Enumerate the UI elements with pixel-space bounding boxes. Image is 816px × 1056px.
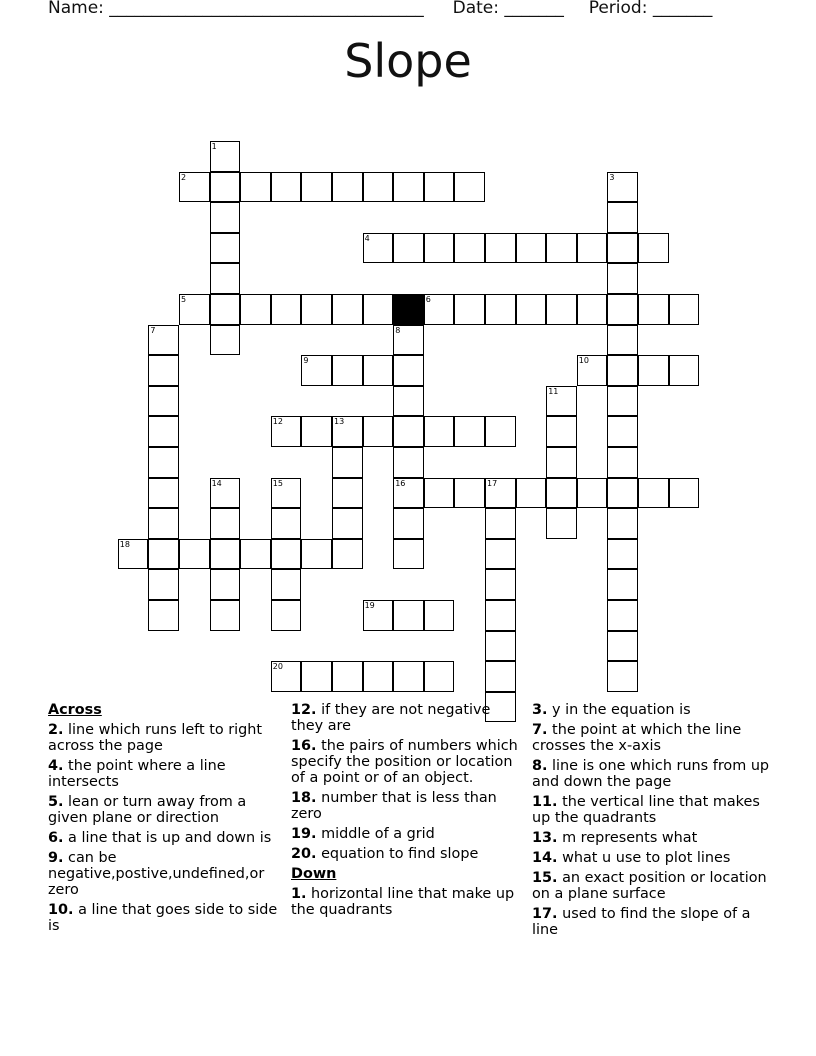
crossword-cell[interactable] bbox=[607, 569, 638, 600]
crossword-cell[interactable] bbox=[210, 600, 241, 631]
crossword-cell[interactable] bbox=[301, 172, 332, 203]
crossword-cell[interactable] bbox=[516, 478, 547, 509]
crossword-cell[interactable] bbox=[271, 661, 302, 692]
crossword-cell[interactable] bbox=[179, 539, 210, 570]
clue-text: number that is less than zero bbox=[291, 790, 497, 822]
crossword-cell[interactable] bbox=[607, 202, 638, 233]
crossword-cell[interactable] bbox=[669, 478, 700, 509]
crossword-cell[interactable] bbox=[148, 447, 179, 478]
clue-item bbox=[291, 846, 523, 862]
crossword-cell[interactable] bbox=[393, 600, 424, 631]
clue-text: the point at which the line crosses the x-axis bbox=[532, 722, 742, 754]
crossword-cell[interactable] bbox=[485, 416, 516, 447]
clue-number-label: 17. bbox=[532, 906, 558, 922]
crossword-cell[interactable] bbox=[393, 539, 424, 570]
crossword-cell[interactable] bbox=[424, 600, 455, 631]
clue-text: used to find the slope of a line bbox=[532, 906, 751, 938]
clue-number-label: 10. bbox=[48, 902, 74, 918]
clue-text: if they are not negative they are bbox=[291, 702, 491, 734]
crossword-cell[interactable] bbox=[210, 233, 241, 264]
clue-number-label: 5. bbox=[48, 794, 64, 810]
crossword-cell[interactable] bbox=[546, 508, 577, 539]
crossword-cell[interactable] bbox=[148, 539, 179, 570]
across-heading: Across bbox=[48, 702, 102, 718]
crossword-cell[interactable] bbox=[485, 600, 516, 631]
crossword-cell[interactable] bbox=[485, 661, 516, 692]
crossword-cell[interactable] bbox=[546, 233, 577, 264]
crossword-cell[interactable] bbox=[271, 539, 302, 570]
clue-text: what u use to plot lines bbox=[557, 850, 731, 866]
period-field[interactable]: Period: _______ bbox=[588, 0, 713, 18]
clue-number-label: 2. bbox=[48, 722, 64, 738]
clue-item bbox=[532, 758, 772, 790]
clue-item bbox=[532, 906, 772, 938]
clue-number-label: 1. bbox=[291, 886, 307, 902]
clue-number: 1 bbox=[211, 142, 217, 151]
clue-number-label: 4. bbox=[48, 758, 64, 774]
crossword-cell[interactable] bbox=[332, 355, 363, 386]
crossword-cell[interactable] bbox=[638, 478, 669, 509]
clue-number: 18 bbox=[119, 539, 130, 549]
crossword-cell[interactable] bbox=[148, 416, 179, 447]
clue-item bbox=[48, 722, 280, 754]
crossword-cell[interactable] bbox=[454, 233, 485, 264]
crossword-cell[interactable] bbox=[393, 386, 424, 417]
crossword-cell[interactable] bbox=[607, 386, 638, 417]
crossword-cell[interactable] bbox=[332, 172, 363, 203]
crossword-cell[interactable] bbox=[271, 569, 302, 600]
clue-number: 20 bbox=[272, 662, 283, 672]
crossword-black-cell bbox=[393, 294, 424, 325]
crossword-cell[interactable] bbox=[332, 661, 363, 692]
clue-number-label: 14. bbox=[532, 850, 558, 866]
crossword-cell[interactable] bbox=[301, 294, 332, 325]
clue-text: the point where a line intersects bbox=[48, 758, 226, 790]
crossword-cell[interactable] bbox=[424, 478, 455, 509]
crossword-cell[interactable] bbox=[363, 294, 394, 325]
crossword-cell[interactable] bbox=[148, 386, 179, 417]
crossword-cell[interactable] bbox=[607, 600, 638, 631]
clue-number: 9 bbox=[303, 356, 309, 366]
clue-number-label: 15. bbox=[532, 870, 558, 886]
clue-number: 7 bbox=[150, 325, 156, 335]
crossword-cell[interactable] bbox=[271, 172, 302, 203]
clues-column-2 bbox=[291, 702, 523, 922]
crossword-cell[interactable] bbox=[516, 233, 547, 264]
clue-text: a line that goes side to side is bbox=[48, 902, 278, 934]
clue-text: horizontal line that make up the quadrants bbox=[291, 886, 515, 918]
crossword-cell[interactable] bbox=[393, 661, 424, 692]
crossword-cell[interactable] bbox=[271, 294, 302, 325]
crossword-cell[interactable] bbox=[424, 233, 455, 264]
crossword-cell[interactable] bbox=[393, 508, 424, 539]
crossword-cell[interactable] bbox=[301, 355, 332, 386]
clue-item bbox=[48, 830, 280, 846]
crossword-cell[interactable] bbox=[638, 294, 669, 325]
clue-number: 10 bbox=[578, 356, 589, 366]
crossword-cell[interactable] bbox=[210, 141, 241, 172]
crossword-cell[interactable] bbox=[240, 172, 271, 203]
crossword-cell[interactable] bbox=[485, 631, 516, 662]
clues-column-1 bbox=[48, 702, 280, 938]
crossword-cell[interactable] bbox=[210, 569, 241, 600]
crossword-cell[interactable] bbox=[607, 294, 638, 325]
crossword-cell[interactable] bbox=[516, 294, 547, 325]
crossword-cell[interactable] bbox=[148, 569, 179, 600]
clue-text: m represents what bbox=[557, 830, 698, 846]
crossword-cell[interactable] bbox=[393, 416, 424, 447]
crossword-cell[interactable] bbox=[485, 294, 516, 325]
crossword-cell[interactable] bbox=[577, 355, 608, 386]
clue-text: the vertical line that makes up the quadrants bbox=[532, 794, 760, 826]
crossword-cell[interactable] bbox=[148, 478, 179, 509]
crossword-cell[interactable] bbox=[485, 233, 516, 264]
clue-number-label: 12. bbox=[291, 702, 317, 718]
crossword-cell[interactable] bbox=[179, 294, 210, 325]
date-field[interactable]: Date: _______ bbox=[452, 0, 564, 18]
crossword-cell[interactable] bbox=[363, 355, 394, 386]
clue-number: 4 bbox=[364, 233, 370, 243]
crossword-cell[interactable] bbox=[332, 478, 363, 509]
crossword-cell[interactable] bbox=[607, 661, 638, 692]
crossword-cell[interactable] bbox=[301, 539, 332, 570]
clue-item bbox=[48, 758, 280, 790]
crossword-cell[interactable] bbox=[454, 172, 485, 203]
crossword-cell[interactable] bbox=[393, 447, 424, 478]
clue-text: an exact position or location on a plane surface bbox=[532, 870, 767, 902]
clue-number: 2 bbox=[181, 172, 187, 182]
clue-item bbox=[532, 722, 772, 754]
clue-number-label: 16. bbox=[291, 738, 317, 754]
clue-number-label: 19. bbox=[291, 826, 317, 842]
crossword-cell[interactable] bbox=[577, 233, 608, 264]
crossword-cell[interactable] bbox=[332, 447, 363, 478]
clues-column-3 bbox=[532, 702, 772, 942]
clue-item bbox=[532, 870, 772, 902]
clue-text: equation to find slope bbox=[316, 846, 479, 862]
clue-item bbox=[532, 794, 772, 826]
clue-number-label: 6. bbox=[48, 830, 64, 846]
clue-item bbox=[532, 830, 772, 846]
crossword-cell[interactable] bbox=[607, 416, 638, 447]
crossword-cell[interactable] bbox=[210, 294, 241, 325]
clue-text: a line that is up and down is bbox=[63, 830, 272, 846]
clue-text: line which runs left to right across the page bbox=[48, 722, 263, 754]
crossword-cell[interactable] bbox=[424, 416, 455, 447]
clue-item bbox=[291, 702, 523, 734]
crossword-cell[interactable] bbox=[607, 263, 638, 294]
down-heading: Down bbox=[291, 866, 337, 882]
crossword-cell[interactable] bbox=[607, 172, 638, 203]
crossword-cell[interactable] bbox=[210, 172, 241, 203]
crossword-cell[interactable] bbox=[179, 172, 210, 203]
crossword-cell[interactable] bbox=[363, 661, 394, 692]
clue-text: y in the equation is bbox=[547, 702, 691, 718]
clue-text: can be negative,postive,undefined,or zero bbox=[48, 850, 265, 898]
crossword-cell[interactable] bbox=[148, 355, 179, 386]
crossword-cell[interactable] bbox=[271, 600, 302, 631]
crossword-cell[interactable] bbox=[210, 263, 241, 294]
crossword-cell[interactable] bbox=[546, 478, 577, 509]
crossword-cell[interactable] bbox=[301, 661, 332, 692]
clue-item bbox=[532, 850, 772, 866]
clue-number: 5 bbox=[181, 295, 187, 304]
crossword-cell[interactable] bbox=[118, 539, 149, 570]
crossword-cell[interactable] bbox=[210, 539, 241, 570]
crossword-cell[interactable] bbox=[363, 233, 394, 264]
clue-number-label: 3. bbox=[532, 702, 548, 718]
crossword-cell[interactable] bbox=[454, 478, 485, 509]
name-field[interactable]: Name: _____________________________________ bbox=[48, 0, 424, 18]
crossword-cell[interactable] bbox=[485, 508, 516, 539]
crossword-cell[interactable] bbox=[546, 386, 577, 417]
clue-number: 14 bbox=[211, 478, 222, 488]
crossword-cell[interactable] bbox=[332, 539, 363, 570]
crossword-cell[interactable] bbox=[332, 294, 363, 325]
clue-text: middle of a grid bbox=[316, 826, 435, 842]
crossword-cell[interactable] bbox=[638, 233, 669, 264]
crossword-cell[interactable] bbox=[454, 294, 485, 325]
crossword-cell[interactable] bbox=[669, 294, 700, 325]
crossword-cell[interactable] bbox=[546, 294, 577, 325]
crossword-cell[interactable] bbox=[424, 661, 455, 692]
clue-number: 17 bbox=[487, 478, 498, 488]
crossword-cell[interactable] bbox=[332, 508, 363, 539]
crossword-cell[interactable] bbox=[577, 294, 608, 325]
crossword-cell[interactable] bbox=[485, 539, 516, 570]
clue-number-label: 8. bbox=[532, 758, 548, 774]
crossword-cell[interactable] bbox=[271, 508, 302, 539]
clue-number: 11 bbox=[548, 386, 559, 396]
clue-text: line is one which runs from up and down the page bbox=[532, 758, 770, 790]
crossword-cell[interactable] bbox=[485, 478, 516, 509]
crossword-cell[interactable] bbox=[607, 539, 638, 570]
clue-item bbox=[291, 826, 523, 842]
crossword-cell[interactable] bbox=[607, 355, 638, 386]
crossword-cell[interactable] bbox=[393, 355, 424, 386]
crossword-cell[interactable] bbox=[332, 416, 363, 447]
clue-number: 8 bbox=[395, 325, 401, 335]
crossword-cell[interactable] bbox=[271, 416, 302, 447]
crossword-cell[interactable] bbox=[210, 325, 241, 356]
crossword-cell[interactable] bbox=[148, 325, 179, 356]
clue-item bbox=[291, 738, 523, 786]
crossword-cell[interactable] bbox=[638, 355, 669, 386]
crossword-cell[interactable] bbox=[546, 447, 577, 478]
crossword-cell[interactable] bbox=[393, 233, 424, 264]
clue-number: 3 bbox=[609, 172, 615, 182]
crossword-cell[interactable] bbox=[271, 478, 302, 509]
clue-number: 6 bbox=[425, 295, 431, 304]
crossword-cell[interactable] bbox=[210, 508, 241, 539]
crossword-cell[interactable] bbox=[210, 478, 241, 509]
crossword-cell[interactable] bbox=[607, 631, 638, 662]
crossword-cell[interactable] bbox=[424, 172, 455, 203]
crossword-cell[interactable] bbox=[363, 416, 394, 447]
clue-item bbox=[48, 902, 280, 934]
clue-number: 19 bbox=[364, 601, 375, 610]
clue-number: 12 bbox=[272, 417, 283, 427]
crossword-cell[interactable] bbox=[607, 447, 638, 478]
clue-number: 15 bbox=[272, 478, 283, 488]
clue-number-label: 11. bbox=[532, 794, 558, 810]
clue-number-label: 13. bbox=[532, 830, 558, 846]
crossword-cell[interactable] bbox=[240, 539, 271, 570]
crossword-cell[interactable] bbox=[485, 569, 516, 600]
crossword-cell[interactable] bbox=[669, 355, 700, 386]
clue-number: 16 bbox=[395, 478, 406, 488]
clue-item bbox=[48, 794, 280, 826]
crossword-cell[interactable] bbox=[607, 478, 638, 509]
crossword-cell[interactable] bbox=[454, 416, 485, 447]
crossword-cell[interactable] bbox=[363, 600, 394, 631]
clue-item bbox=[48, 850, 280, 898]
crossword-cell[interactable] bbox=[363, 172, 394, 203]
clue-number-label: 9. bbox=[48, 850, 64, 866]
crossword-cell[interactable] bbox=[607, 508, 638, 539]
clue-number-label: 20. bbox=[291, 846, 317, 862]
crossword-cell[interactable] bbox=[424, 294, 455, 325]
clue-number-label: 18. bbox=[291, 790, 317, 806]
crossword-cell[interactable] bbox=[393, 172, 424, 203]
crossword-cell[interactable] bbox=[301, 416, 332, 447]
clue-item bbox=[291, 790, 523, 822]
page-title: Slope bbox=[344, 34, 472, 88]
clue-text: lean or turn away from a given plane or direction bbox=[48, 794, 247, 826]
clue-item bbox=[532, 702, 772, 718]
crossword-cell[interactable] bbox=[148, 600, 179, 631]
crossword-cell[interactable] bbox=[393, 478, 424, 509]
crossword-cell[interactable] bbox=[546, 416, 577, 447]
crossword-cell[interactable] bbox=[148, 508, 179, 539]
crossword-cell[interactable] bbox=[577, 478, 608, 509]
crossword-cell[interactable] bbox=[393, 325, 424, 356]
crossword-cell[interactable] bbox=[607, 325, 638, 356]
clue-item bbox=[291, 886, 523, 918]
crossword-cell[interactable] bbox=[240, 294, 271, 325]
clue-text: the pairs of numbers which specify the position or location of a point or of an object. bbox=[291, 738, 518, 786]
crossword-cell[interactable] bbox=[210, 202, 241, 233]
clue-number: 13 bbox=[334, 417, 345, 427]
clue-number-label: 7. bbox=[532, 722, 548, 738]
crossword-cell[interactable] bbox=[607, 233, 638, 264]
